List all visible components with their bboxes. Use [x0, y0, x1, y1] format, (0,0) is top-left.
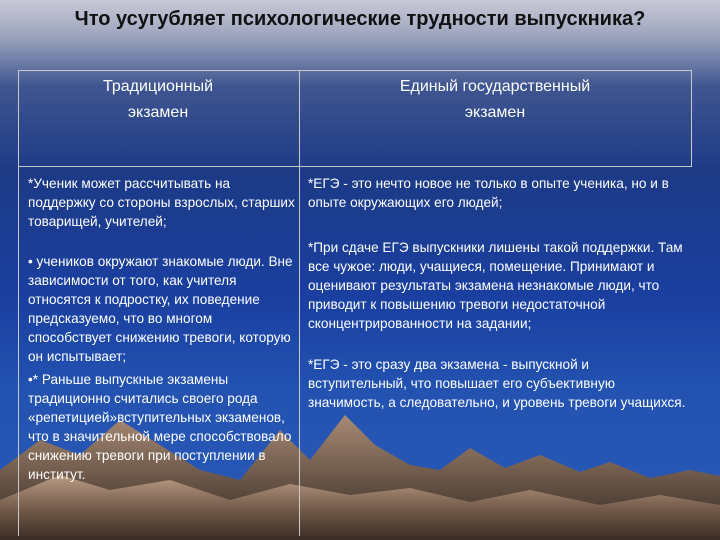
table-top-border: [18, 70, 692, 71]
traditional-column: [28, 174, 296, 484]
slide-title: Что усугубляет психологические трудности выпускника?: [74, 8, 646, 30]
header-divider: [18, 166, 692, 167]
table-left-border: [18, 70, 19, 536]
comparison-table: [18, 70, 692, 536]
unified-point-no-support: *При сдаче ЕГЭ выпускники лишены такой поддержки. Там все чужое: люди, учащиеся, помещение. Принимают и оценивают результаты экзамена незнакомые люди, что приводит к повышению тревоги недостаточной сконцентрированности на задании;: [308, 240, 683, 331]
unified-point-two-exams: *ЕГЭ - это сразу два экзамена - выпускной и вступительный, что повышает его субъективную значимость, а следовательно, и уровень тревоги учащихся.: [308, 357, 686, 410]
unified-point-new-experience: *ЕГЭ - это нечто новое не только в опыте ученика, но и в опыте окружающих его людей;: [308, 176, 669, 210]
unified-exam-column: [308, 174, 688, 412]
header-traditional-exam: Традиционный экзамен: [102, 78, 214, 121]
traditional-point-familiar-people: • учеников окружают знакомые люди. Вне зависимости от того, как учителя относятся к подростку, их поведение предсказуемо, что во многом способствует снижению тревоги, которую он испытывает;: [28, 254, 293, 364]
column-divider: [299, 70, 300, 536]
traditional-point-rehearsal: •* Раньше выпускные экзамены традиционно считались своего рода «репетицией»вступительных экзаменов, что в значительной мере способствовало снижению тревоги при поступлении в институт.: [28, 372, 292, 482]
header-unified-state-exam: Единый государственный экзамен: [399, 78, 591, 121]
table-right-border: [691, 70, 692, 166]
traditional-point-support: *Ученик может рассчитывать на поддержку со стороны взрослых, старших товарищей, учителей;: [28, 176, 295, 229]
